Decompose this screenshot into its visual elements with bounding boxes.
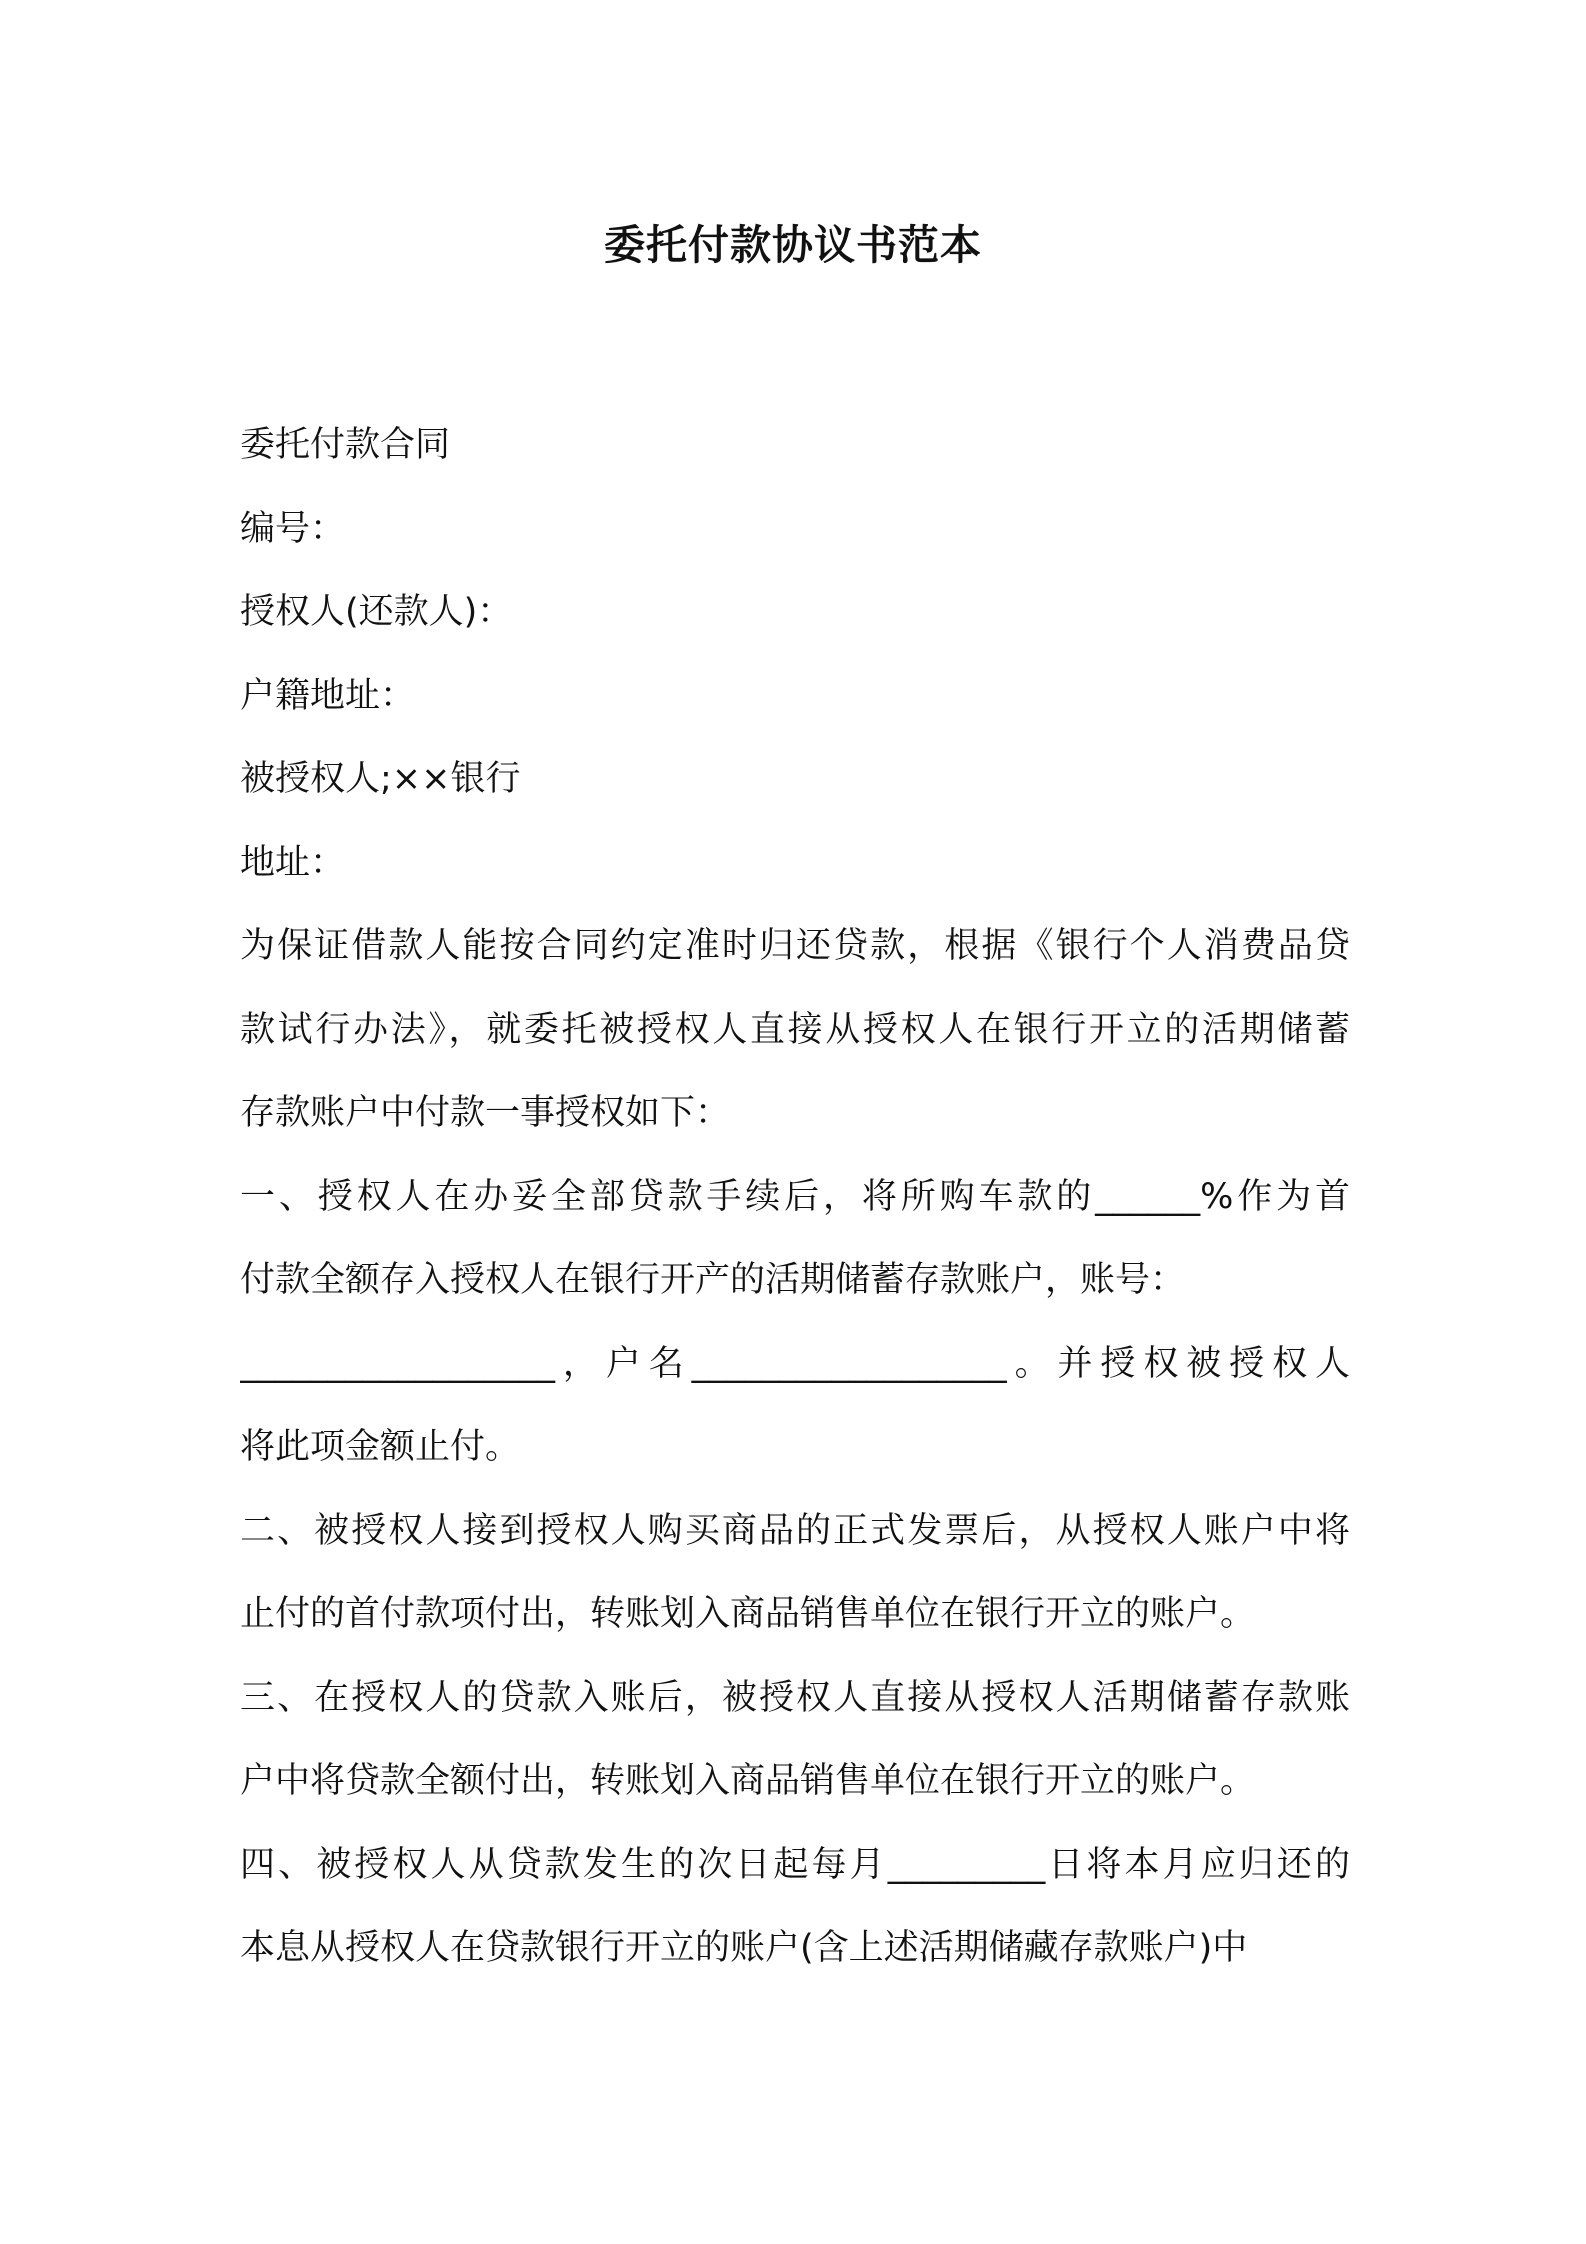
clause-three-line: 户中将贷款全额付出，转账划入商品销售单位在银行开立的账户。 — [240, 1761, 1256, 1801]
paragraph-line: 存款账户中付款一事授权如下： — [240, 1093, 731, 1133]
authorized-party-field: 被授权人;××银行 — [240, 759, 521, 799]
contract-number-field: 编号： — [240, 508, 346, 549]
address-field: 地址： — [240, 842, 346, 883]
clause-four-line: 本息从授权人在贷款银行开立的账户(含上述活期储藏存款账户)中 — [240, 1928, 1248, 1968]
document-body — [240, 404, 1350, 1991]
paragraph-line: 款试行办法》，就委托被授权人直接从授权人在银行开立的活期储蓄 — [240, 1009, 1350, 1050]
household-address-field: 户籍地址： — [240, 675, 416, 716]
clause-one-line: 付款全额存入授权人在银行开产的活期储蓄存款账户，账号： — [240, 1260, 1186, 1300]
clause-three-line: 三、在授权人的贷款入账后，被授权人直接从授权人活期储蓄存款账 — [240, 1677, 1350, 1718]
document-title: 委托付款协议书范本 — [604, 221, 982, 269]
contract-heading: 委托付款合同 — [240, 425, 451, 465]
clause-two-line: 止付的首付款项付出，转账划入商品销售单位在银行开立的账户。 — [240, 1594, 1256, 1634]
authorizer-field: 授权人(还款人)： — [240, 592, 513, 632]
clause-one-line: 一、授权人在办妥全部贷款手续后，将所购车款的______%作为首 — [240, 1176, 1350, 1217]
paragraph-line: 为保证借款人能按合同约定准时归还贷款，根据《银行个人消费品贷 — [240, 926, 1350, 966]
clause-one-line: __________________，户名__________________。并授权被授权人 — [240, 1343, 1350, 1384]
clause-two-line: 二、被授权人接到授权人购买商品的正式发票后，从授权人账户中将 — [240, 1510, 1350, 1551]
clause-four-line: 四、被授权人从贷款发生的次日起每月_________日将本月应归还的 — [240, 1844, 1350, 1885]
clause-one-line: 将此项金额止付。 — [240, 1427, 521, 1467]
